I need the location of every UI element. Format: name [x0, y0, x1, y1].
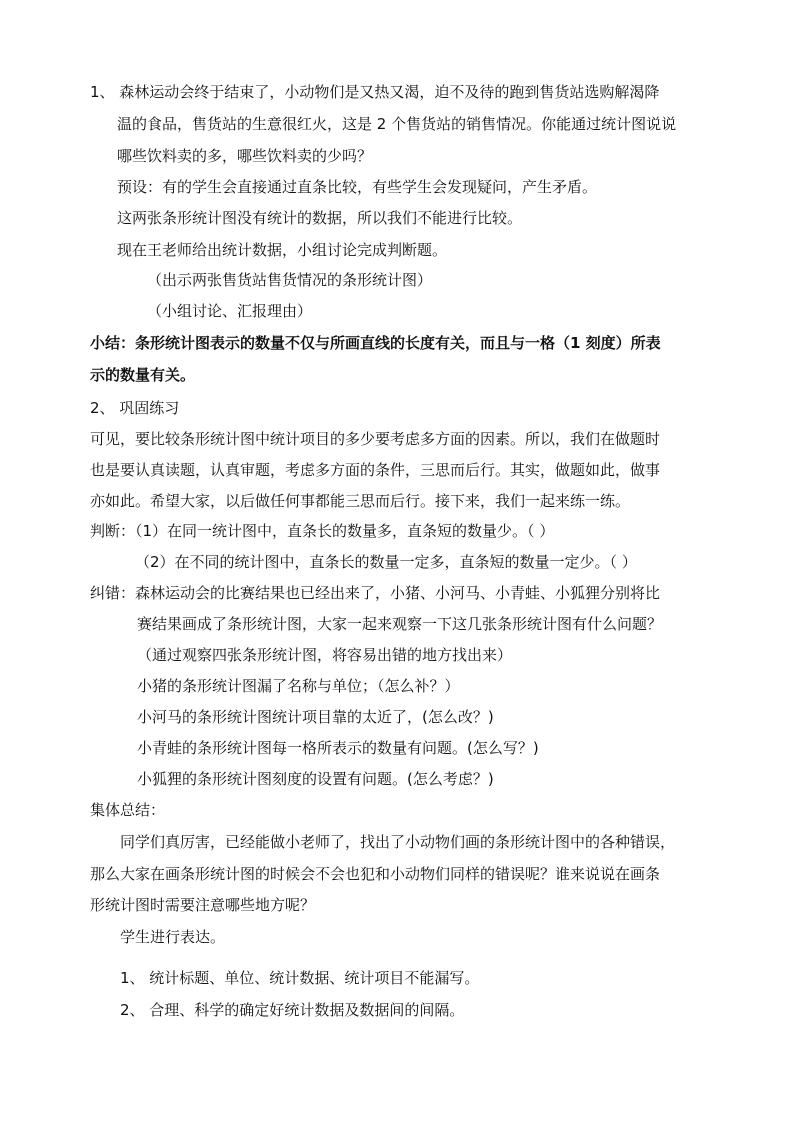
practice-paragraph-line-1: 可见，要比较条形统计图中统计项目的多少要考虑多方面的因素。所以，我们在做题时: [90, 430, 661, 448]
hippo-error-line: 小河马的条形统计图统计项目靠的太近了，(怎么改？): [137, 708, 494, 726]
no-data-line: 这两张条形统计图没有统计的数据，所以我们不能进行比较。: [117, 209, 523, 227]
practice-paragraph-line-2: 也是要认真读题，认真审题，考虑多方面的条件，三思而后行。其实，做题如此，做事: [90, 461, 661, 479]
fox-error-line: 小狐狸的条形统计图刻度的设置有问题。(怎么考虑？): [137, 770, 494, 788]
frog-error-line: 小青蛙的条形统计图每一格所表示的数量有问题。(怎么写？): [137, 739, 539, 757]
item-1-line-3: 哪些饮料卖的多，哪些饮料卖的少吗？: [117, 147, 373, 165]
correction-line-1: 纠错：森林运动会的比赛结果也已经出来了，小猪、小河马、小青蛙、小狐狸分别将比: [90, 584, 661, 602]
collective-summary-heading: 集体总结：: [90, 801, 166, 819]
judgment-question-1: 判断：（1）在同一统计图中，直条长的数量多，直条短的数量少。（ ）: [90, 522, 555, 540]
correction-line-3: （通过观察四张条形统计图，将容易出错的地方找出来）: [137, 646, 513, 664]
summary-line-2: 示的数量有关。: [90, 366, 196, 384]
summary-point-1: 1、 统计标题、单位、统计数据、统计项目不能漏写。: [120, 969, 480, 987]
practice-paragraph-line-3: 亦如此。希望大家，以后做任何事都能三思而后行。接下来，我们一起来练一练。: [90, 492, 631, 510]
judgment-question-2: （2）在不同的统计图中，直条长的数量一定多，直条短的数量一定少。（ ）: [135, 553, 637, 571]
preset-line: 预设：有的学生会直接通过直条比较，有些学生会发现疑问，产生矛盾。: [117, 178, 598, 196]
section-2-heading: 2、 巩固练习: [90, 399, 180, 417]
summary-line-1: 小结：条形统计图表示的数量不仅与所画直线的长度有关，而且与一格（1 刻度）所表: [90, 334, 661, 352]
correction-line-2: 赛结果画成了条形统计图，大家一起来观察一下这几张条形统计图有什么问题？: [137, 615, 663, 633]
teacher-data-line: 现在王老师给出统计数据，小组讨论完成判断题。: [117, 241, 448, 259]
pig-error-line: 小猪的条形统计图漏了名称与单位；（怎么补？）: [137, 677, 460, 695]
show-charts-line: （出示两张售货站售货情况的条形统计图）: [147, 271, 433, 289]
collective-summary-line-1: 同学们真厉害，已经能做小老师了，找出了小动物们画的条形统计图中的各种错误，: [120, 833, 676, 851]
summary-point-2: 2、 合理、科学的确定好统计数据及数据间的间隔。: [120, 1001, 465, 1019]
collective-summary-line-3: 形统计图时需要注意哪些地方呢？: [90, 896, 316, 914]
student-expression-line: 学生进行表达。: [120, 928, 226, 946]
item-1-line-2: 温的食品，售货站的生意很红火，这是 2 个售货站的销售情况。你能通过统计图说说: [117, 115, 677, 133]
group-discussion-line: （小组讨论、汇报理由）: [147, 302, 313, 320]
item-1-line-1: 1、 森林运动会终于结束了，小动物们是又热又渴，迫不及待的跑到售货站选购解渴降: [90, 83, 660, 101]
collective-summary-line-2: 那么大家在画条形统计图的时候会不会也犯和小动物们同样的错误呢？谁来说说在画条: [90, 865, 661, 883]
